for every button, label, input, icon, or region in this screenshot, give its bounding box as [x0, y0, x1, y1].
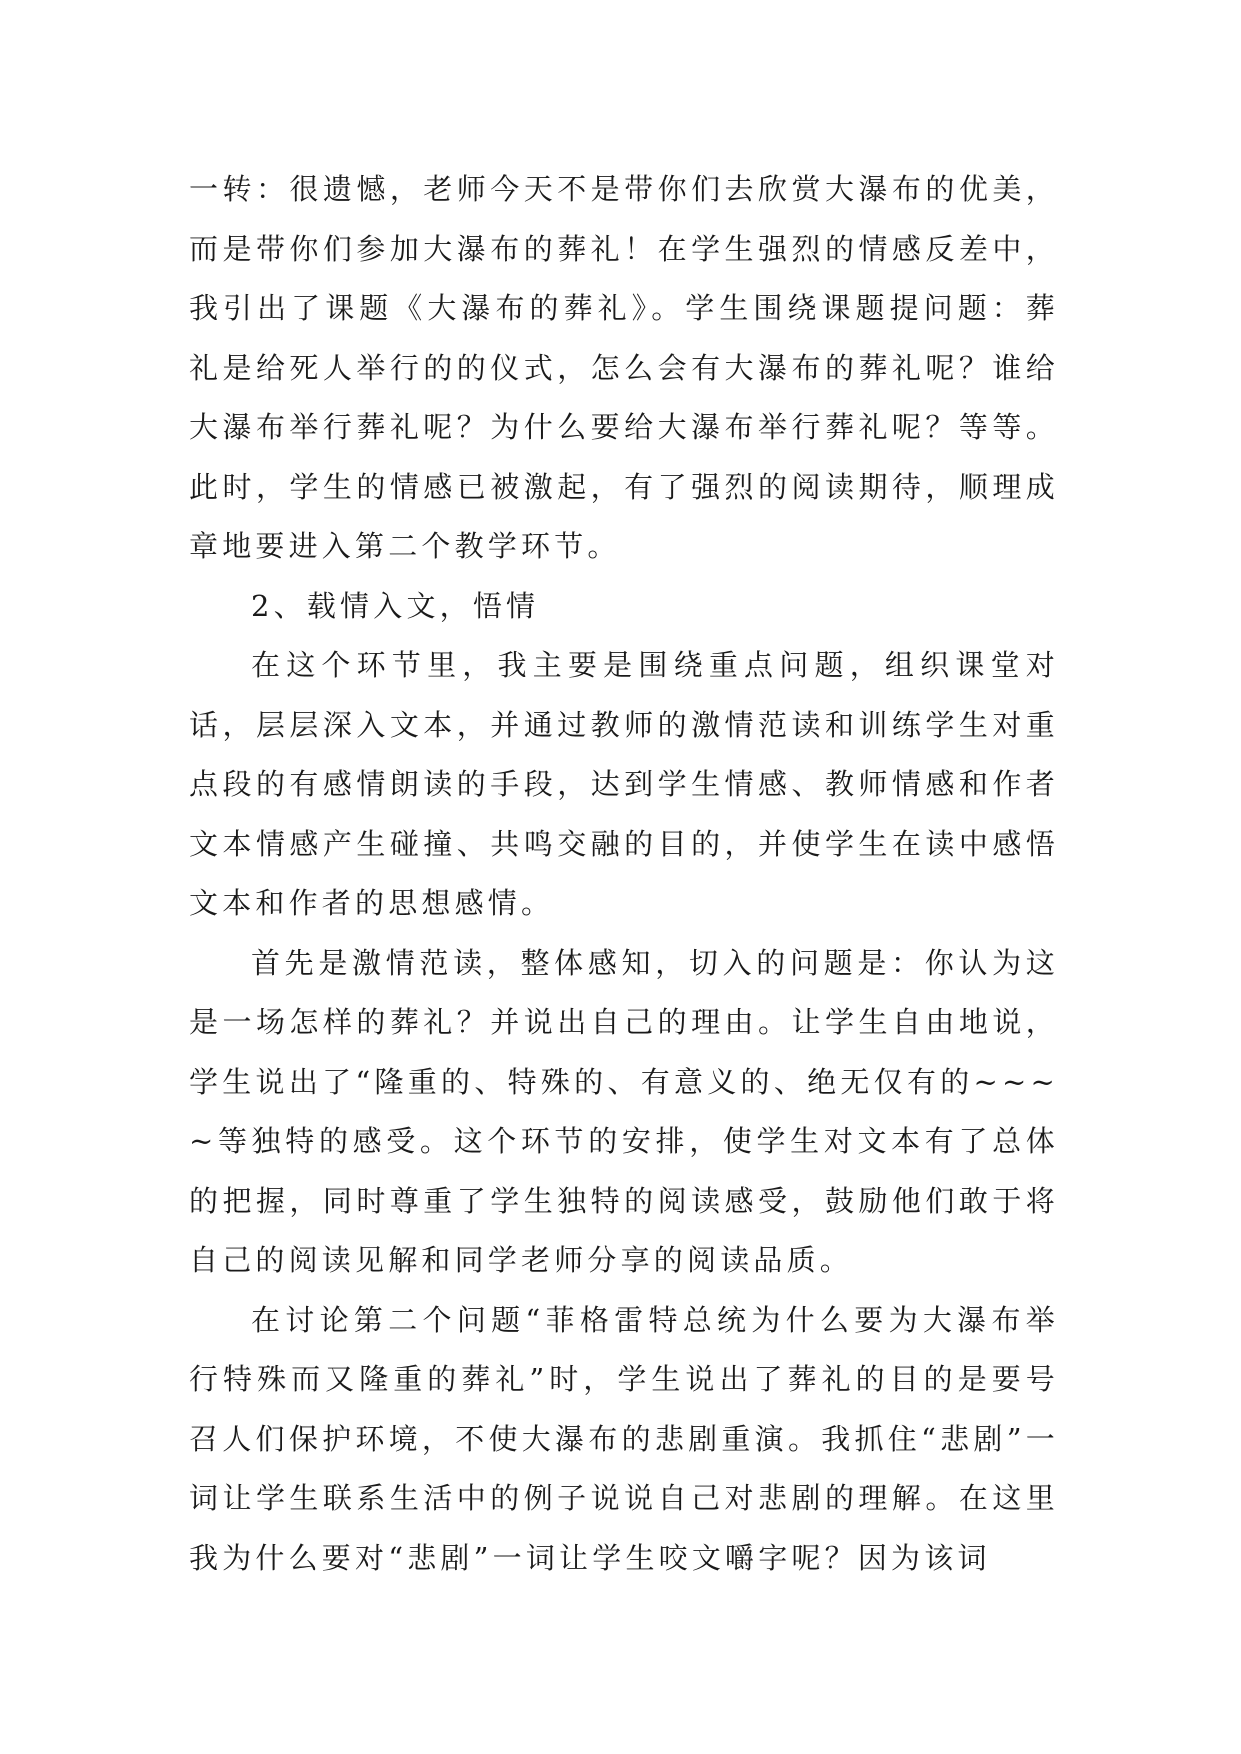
text-line: 和作者的思想感情。 [255, 886, 555, 920]
section-heading-text: 2、载情入文，悟情 [251, 588, 540, 623]
text-line: 而是带你们参加大瀑布的葬礼！在学生强烈的情感反差中， [189, 231, 1059, 266]
document-body [189, 160, 1059, 1588]
text-line: 里我为什么要对“悲剧”一词让学生咬文嚼字呢？因为该词 [189, 1481, 1059, 1575]
text-line: 是一场怎样的葬礼？并说出自己的理由。让学生自由地说， [189, 1005, 1059, 1039]
text-line: 行特殊而又隆重的葬礼”时，学生说出了葬礼的目的是要号 [189, 1362, 1059, 1396]
text-line: 首先是激情范读，整体感知，切入的问题是：你认为这 [251, 945, 1059, 980]
section-heading [189, 577, 1059, 637]
text-line: 一转：很遗憾，老师今天不是带你们去欣赏大瀑布的优美， [189, 172, 1059, 206]
text-line: 一词让学生联系生活中的例子说说自己对悲剧的理解。在这 [189, 1421, 1059, 1515]
text-line: 礼是给死人举行的的仪式，怎么会有大瀑布的葬礼呢？谁给 [189, 350, 1059, 385]
paragraph-intro [189, 160, 1059, 577]
text-line: 在这个环节里，我主要是围绕重点问题，组织课堂对话， [189, 648, 1059, 742]
paragraph-dialogue [189, 636, 1059, 934]
text-line: 我引出了课题《大瀑布的葬礼》。学生围绕课题提问题：葬 [189, 291, 1059, 325]
text-line: 章地要进入第二个教学环节。 [189, 529, 621, 563]
text-line: 在讨论第二个问题“菲格雷特总统为什么要为大瀑布举 [251, 1302, 1059, 1337]
text-line: 大瀑布举行葬礼呢？为什么要给大瀑布举行葬礼呢？等等。 [189, 410, 1059, 444]
text-line: 情感产生碰撞、共鸣交融的目的，并使学生在读中感悟文本 [189, 826, 1059, 920]
paragraph-reading [189, 934, 1059, 1291]
text-line: 的有感情朗读的手段，达到学生情感、教师情感和作者文本 [189, 767, 1059, 861]
text-line: 等独特的感受。这个环节的安排，使学生对文本有了总体的 [189, 1124, 1059, 1218]
text-line: 此时，学生的情感已被激起，有了强烈的阅读期待，顺理成 [189, 469, 1059, 504]
text-line: 把握，同时尊重了学生独特的阅读感受，鼓励他们敢于将自 [189, 1183, 1059, 1277]
text-line: 学生说出了“隆重的、特殊的、有意义的、绝无仅有的~~~~ [189, 1064, 1059, 1158]
text-line: 层层深入文本，并通过教师的激情范读和训练学生对重点段 [189, 707, 1059, 801]
paragraph-discussion [189, 1291, 1059, 1589]
text-line: 己的阅读见解和同学老师分享的阅读品质。 [222, 1243, 854, 1277]
text-line: 召人们保护环境，不使大瀑布的悲剧重演。我抓住“悲剧” [189, 1421, 1026, 1456]
